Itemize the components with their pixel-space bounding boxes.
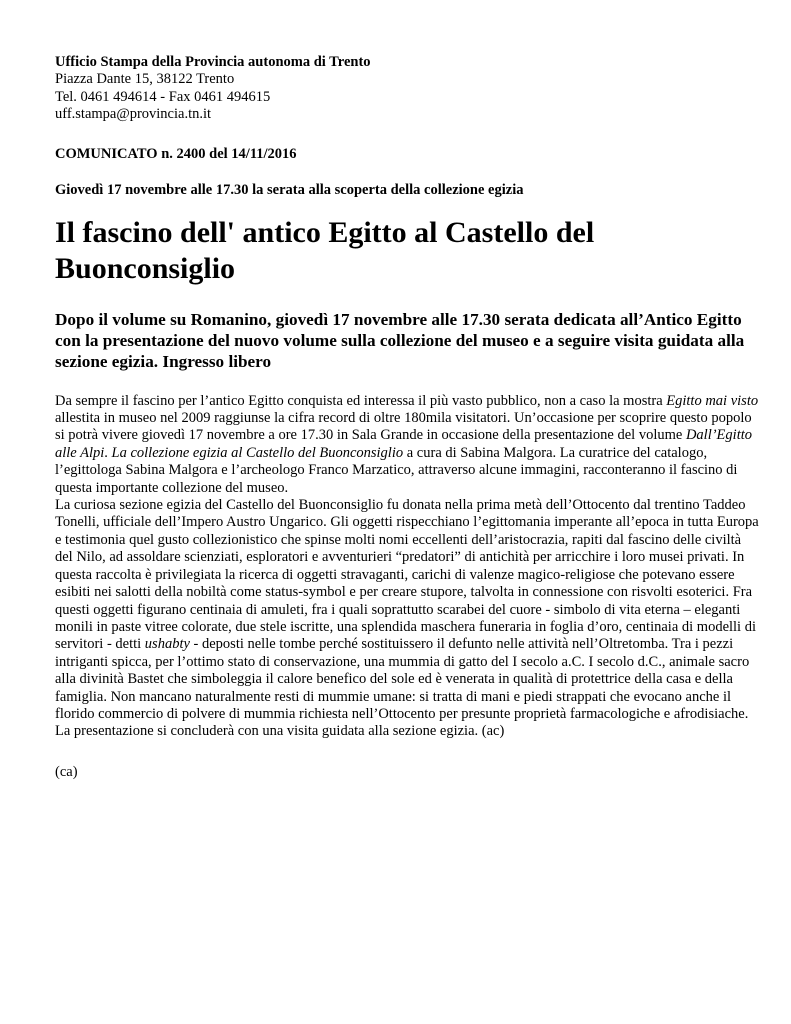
p2-text-2: - deposti nelle tombe perché sostituissero il defunto nelle attività nell’Oltretomba. Tra i pezzi intriganti spicca, per l’ottimo stato di conservazione, una mummia di gatto del I secolo a.C. I secolo d.C., animale sacro alla divinità Bastet che simboleggia il calore benefico del sole ed è venerata in qualità di protettrice della casa e della famiglia. Non mancano naturalmente resti di mummie umane: si tratta di mani e piedi strappati che evocano anche il florido commercio di polvere di mummia richiesta nell’Ottocento per presunte proprietà farmacologiche e afrodisiache. La presentazione si concluderà con una visita guidata alla sezione egizia. (ac) (55, 636, 750, 740)
page-title: Il fascino dell' antico Egitto al Castello del Buonconsiglio (55, 215, 595, 285)
lead-paragraph: Dopo il volume su Romanino, giovedì 17 novembre alle 17.30 serata dedicata all’Antico Egitto con la presentazione del nuovo volume sulla collezione del museo e a seguire visita guidata alla sezione egizia. Ingresso libero (55, 309, 745, 371)
subtitle: Giovedì 17 novembre alle 17.30 la serata alla scoperta della collezione egizia (55, 181, 524, 198)
office-name: Ufficio Stampa della Provincia autonoma di Trento (55, 54, 371, 70)
p2-italic-1: ushabty (144, 636, 190, 653)
office-phone: Tel. 0461 494614 - Fax 0461 494615 (55, 88, 271, 105)
body-text (55, 393, 760, 741)
p1-text-4: a cura di Sabina Malgora. La curatrice del catalogo, l’egittologa Sabina Malgora e l’archeologo Franco Marzatico, attraverso alcune immagini, racconteranno il fascino di questa importante collezione del museo. (55, 444, 738, 496)
p1-italic-3: La collezione egizia al Castello del Buonconsiglio (111, 444, 404, 461)
communique-number: COMUNICATO n. 2400 del 14/11/2016 (55, 145, 297, 162)
p1-text-3: . (104, 444, 112, 461)
p1-text-2: allestita in museo nel 2009 raggiunse la cifra record di oltre 180mila visitatori. Un’occasione per scoprire questo popolo si potrà vivere giovedì 17 novembre a ore 17.30 in Sala Grande in occasione della presentazione del volume (55, 410, 752, 444)
header-block (55, 54, 760, 124)
p1-italic-2: Dall’Egitto alle Alpi (55, 427, 753, 461)
press-release (55, 54, 760, 781)
p1-text-1: Da sempre il fascino per l’antico Egitto conquista ed interessa il più vasto pubblico, non a caso la mostra (55, 392, 667, 409)
office-address: Piazza Dante 15, 38122 Trento (55, 71, 235, 88)
body-paragraph-1 (55, 393, 760, 497)
p1-italic-1: Egitto mai visto (666, 392, 759, 409)
office-email: uff.stampa@provincia.tn.it (55, 106, 212, 123)
body-paragraph-2 (55, 497, 760, 741)
p2-text-1: La curiosa sezione egizia del Castello del Buonconsiglio fu donata nella prima metà dell’Ottocento dal trentino Taddeo Tonelli, ufficiale dell’Impero Austro Ungarico. Gli oggetti rispecchiano l’egittomania imperante all’epoca in tutta Europa e testimonia quel gusto collezionistico che spinse molti nomi eccellenti dell’aristocrazia, rapiti dal fascino delle civiltà del Nilo, ad assoldare scienziati, esploratori e avventurieri “predatori” di antichità per arricchire i loro musei privati. In questa raccolta è privilegiata la ricerca di oggetti stravaganti, carichi di valenze magico-religiose che potevano essere esibiti nei salotti della nobiltà come status-symbol e per creare stupore, talvolta in connessione con risvolti esoterici. Fra questi oggetti figurano centinaia di amuleti, fra i quali soprattutto scarabei del cuore - simbolo di vita eterna – eleganti monili in paste vitree colorate, due stele iscritte, una splendida maschera funeraria in foglia d’oro, centinaia di modelli di servitori - detti (55, 497, 759, 653)
signature: (ca) (55, 763, 78, 780)
